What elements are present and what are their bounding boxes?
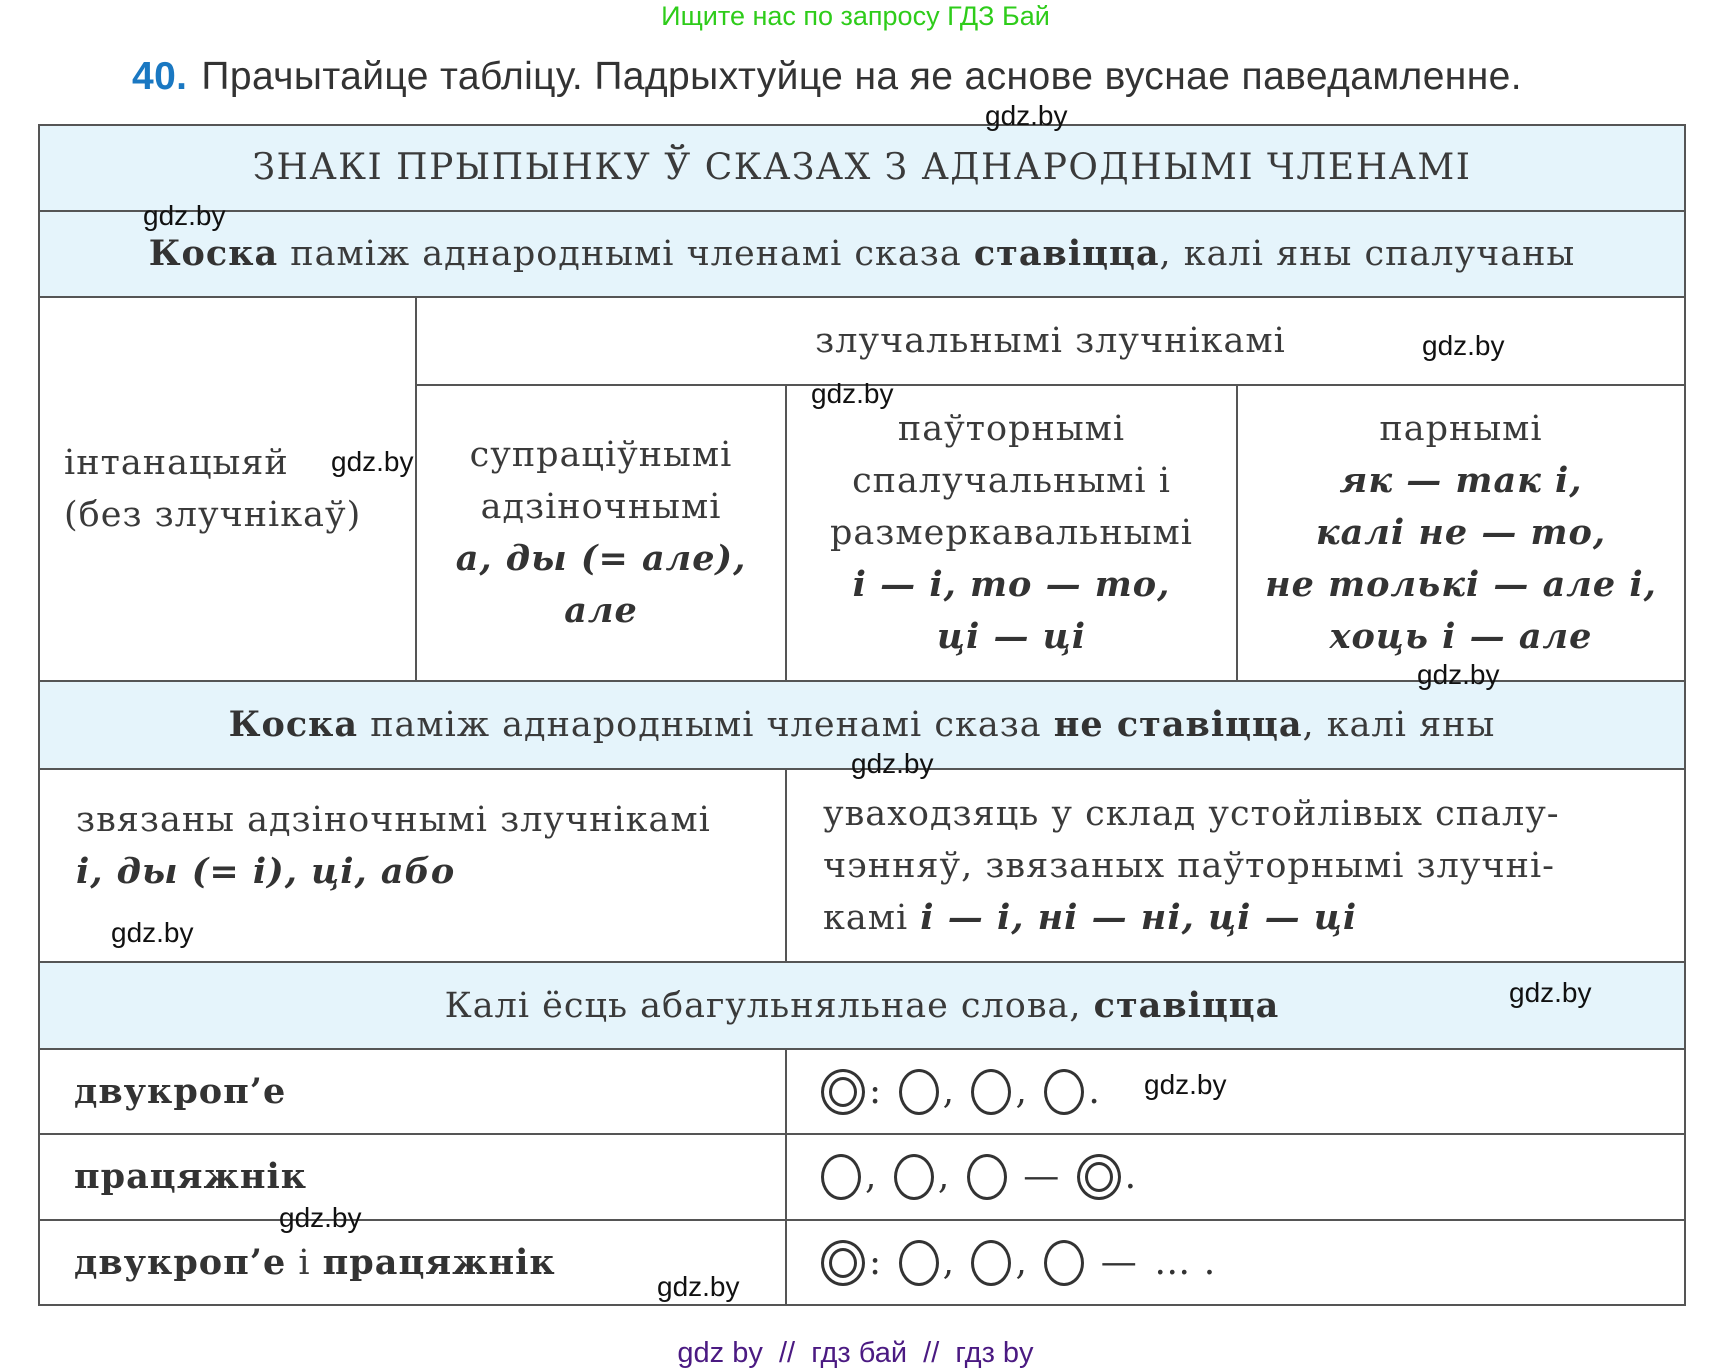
watermark: gdz.by [657,1271,740,1302]
generalizing-word-icon [821,1240,865,1286]
cell-repeated: паўторнымі спалучальнымі і размеркавальнымі і — і, то — то, ці — ці [785,384,1238,682]
watermark: gdz.by [111,917,194,948]
member-icon [1044,1069,1084,1115]
cell-conj-header: злучальнымі злучнікамі [415,296,1686,386]
cell-intonation: інтанацыяй (без злучнікаў) [38,296,417,682]
member-icon [899,1069,939,1115]
row-scheme-dash: , , — . [785,1133,1686,1221]
row-label-colon-dash: двукроп’е і працяжнік [38,1219,787,1306]
cell-idioms: уваходзяць у склад устойлівых спалу- чэнняў, звязаных паўторнымі злучні- камі і — і, ні — ні, ці — ці [785,768,1686,963]
row-scheme-colon-dash: : , , — … . [785,1219,1686,1306]
member-icon [1044,1240,1084,1286]
row-label-dash: працяжнік [38,1133,787,1221]
member-icon [821,1154,861,1200]
watermark: gdz.by [1422,330,1505,361]
watermark: gdz.by [331,446,414,477]
row-label-colon: двукроп’е [38,1048,787,1135]
watermark: gdz.by [1509,977,1592,1008]
generalizing-word-icon [821,1069,865,1115]
member-icon [971,1240,1011,1286]
member-icon [899,1240,939,1286]
watermark: gdz.by [143,200,226,231]
watermark: gdz.by [811,378,894,409]
footer-watermark: gdz by // гдз бай // гдз by [677,1337,1034,1369]
task-text: Прачытайце табліцу. Падрыхтуйце на яе аснове вуснае паведамленне. [201,55,1522,98]
generalizing-word-icon [1077,1154,1121,1200]
cell-paired: парнымі як — так і, калі не — то, не толькі — але і, хоць і — але [1236,384,1686,682]
watermark: gdz.by [985,100,1068,131]
row-scheme-colon: : , , . [785,1048,1686,1135]
search-ad-banner[interactable]: Ищите нас по запросу ГДЗ Бай [661,1,1050,31]
cell-adversative: супраціўнымі адзіночнымі а, ды (= але), але [415,384,787,682]
watermark: gdz.by [279,1202,362,1233]
member-icon [894,1154,934,1200]
section-comma-not-placed: Коска паміж аднароднымі членамі сказа не ставіцца, калі яны [38,680,1686,770]
member-icon [967,1154,1007,1200]
member-icon [971,1069,1011,1115]
section-generalizing-word: Калі ёсць абагульняльнае слова, ставіцца [38,961,1686,1050]
watermark: gdz.by [1144,1069,1227,1100]
watermark: gdz.by [1417,659,1500,690]
cell-single-conj: звязаны адзіночнымі злучнікамі і, ды (= і), ці, або [38,768,787,963]
table-title: ЗНАКІ ПРЫПЫНКУ Ў СКАЗАХ З АДНАРОДНЫМІ ЧЛЕНАМІ [38,124,1686,212]
section-comma-placed: Коска паміж аднароднымі членамі сказа ставіцца, калі яны спалучаны [38,210,1686,298]
task-heading [132,55,1522,99]
task-number: 40. [132,55,188,98]
watermark: gdz.by [851,748,934,779]
